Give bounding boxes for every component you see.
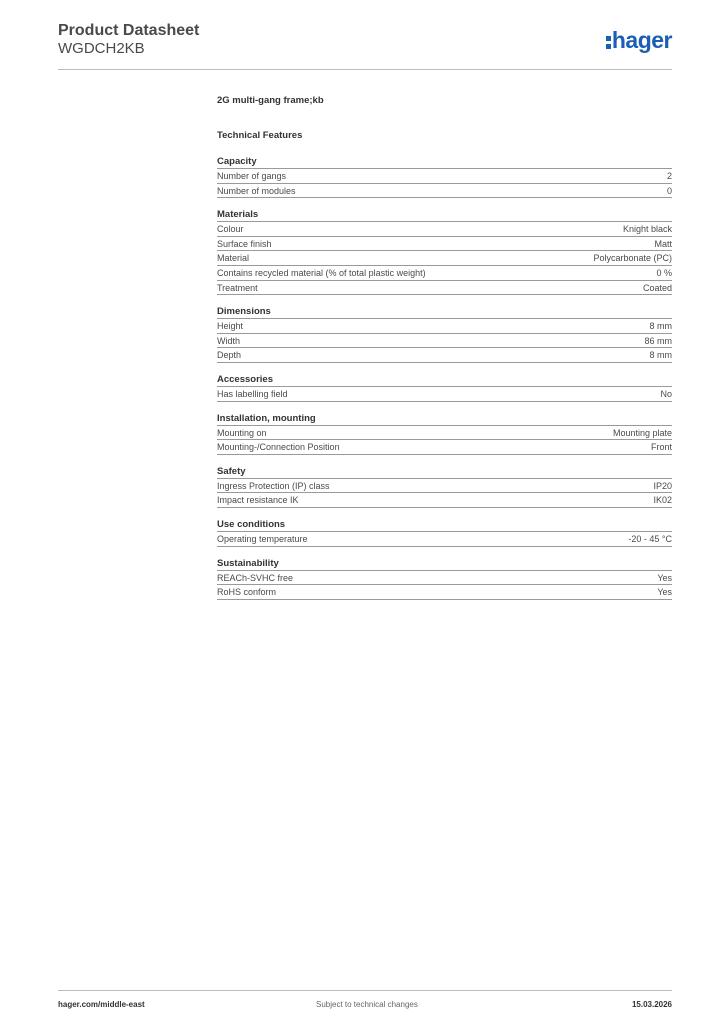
feature-section: [217, 556, 672, 600]
section-title: Safety: [217, 464, 672, 479]
feature-value: 0: [666, 185, 672, 196]
section-title: Installation, mounting: [217, 411, 672, 426]
datasheet-content: [217, 94, 672, 609]
feature-label: Has labelling field: [217, 388, 288, 399]
feature-label: Number of modules: [217, 185, 296, 196]
feature-row: [217, 585, 672, 600]
feature-section: [217, 517, 672, 547]
feature-sections: [217, 154, 672, 600]
hager-logo: [606, 26, 672, 54]
feature-section: [217, 304, 672, 363]
feature-value: -20 - 45 °C: [628, 533, 672, 544]
feature-row: [217, 493, 672, 508]
feature-label: RoHS conform: [217, 587, 277, 598]
feature-value: 86 mm: [644, 335, 672, 346]
product-reference: WGDCH2KB: [58, 40, 145, 57]
feature-row: [217, 251, 672, 266]
feature-row: [217, 334, 672, 349]
feature-row: [217, 348, 672, 363]
feature-label: Treatment: [217, 282, 258, 293]
feature-value: Yes: [657, 587, 672, 598]
technical-features-heading: Technical Features: [217, 130, 303, 141]
section-title: Sustainability: [217, 556, 672, 571]
feature-row: [217, 281, 672, 296]
footer-date: 15.03.2026: [631, 1000, 672, 1009]
footer-notice: Subject to technical changes: [316, 1000, 418, 1009]
feature-section: [217, 411, 672, 455]
feature-row: [217, 426, 672, 441]
feature-label: Ingress Protection (IP) class: [217, 480, 330, 491]
feature-label: Mounting-/Connection Position: [217, 442, 340, 453]
feature-label: Contains recycled material (% of total plastic weight): [217, 267, 426, 278]
feature-row: [217, 184, 672, 199]
feature-label: Surface finish: [217, 238, 272, 249]
feature-row: [217, 571, 672, 586]
feature-value: 8 mm: [649, 321, 672, 332]
feature-row: [217, 479, 672, 494]
feature-row: [217, 169, 672, 184]
feature-value: 2: [666, 171, 672, 181]
feature-value: No: [660, 388, 672, 399]
feature-row: [217, 440, 672, 455]
page-header: [58, 22, 672, 70]
feature-label: Height: [217, 321, 244, 332]
feature-value: Front: [650, 442, 672, 453]
logo-colon-mark: [606, 32, 611, 49]
section-title: Materials: [217, 207, 672, 222]
feature-section: [217, 372, 672, 402]
feature-section: [217, 154, 672, 198]
feature-value: 8 mm: [649, 350, 672, 361]
feature-label: Width: [217, 335, 241, 346]
feature-value: Knight black: [622, 224, 672, 235]
product-name: 2G multi-gang frame;kb: [217, 95, 324, 106]
feature-row: [217, 532, 672, 547]
feature-label: Impact resistance IK: [217, 495, 299, 506]
feature-row: [217, 222, 672, 237]
feature-label: Colour: [217, 224, 244, 235]
feature-label: REACh-SVHC free: [217, 572, 294, 583]
section-title: Use conditions: [217, 517, 672, 532]
feature-section: [217, 464, 672, 508]
footer-website: hager.com/middle-east: [58, 1000, 145, 1009]
logo-wordmark: hager: [611, 27, 672, 53]
feature-value: Yes: [657, 572, 672, 583]
feature-value: Polycarbonate (PC): [593, 253, 672, 264]
document-title: Product Datasheet: [58, 22, 200, 39]
feature-row: [217, 237, 672, 252]
feature-value: Matt: [654, 238, 672, 249]
feature-row: [217, 319, 672, 334]
feature-value: Coated: [642, 282, 672, 293]
feature-label: Material: [217, 253, 250, 264]
feature-value: Mounting plate: [612, 427, 672, 438]
feature-value: IP20: [653, 480, 672, 491]
feature-value: IK02: [653, 495, 672, 506]
section-title: Dimensions: [217, 304, 672, 319]
feature-label: Mounting on: [217, 427, 267, 438]
section-title: Capacity: [217, 154, 672, 169]
page-footer: [58, 990, 672, 1014]
feature-label: Operating temperature: [217, 533, 308, 544]
feature-row: [217, 387, 672, 402]
feature-section: [217, 207, 672, 295]
feature-label: Depth: [217, 350, 242, 361]
feature-value: 0 %: [656, 267, 672, 278]
feature-row: [217, 266, 672, 281]
feature-label: Number of gangs: [217, 171, 287, 181]
section-title: Accessories: [217, 372, 672, 387]
